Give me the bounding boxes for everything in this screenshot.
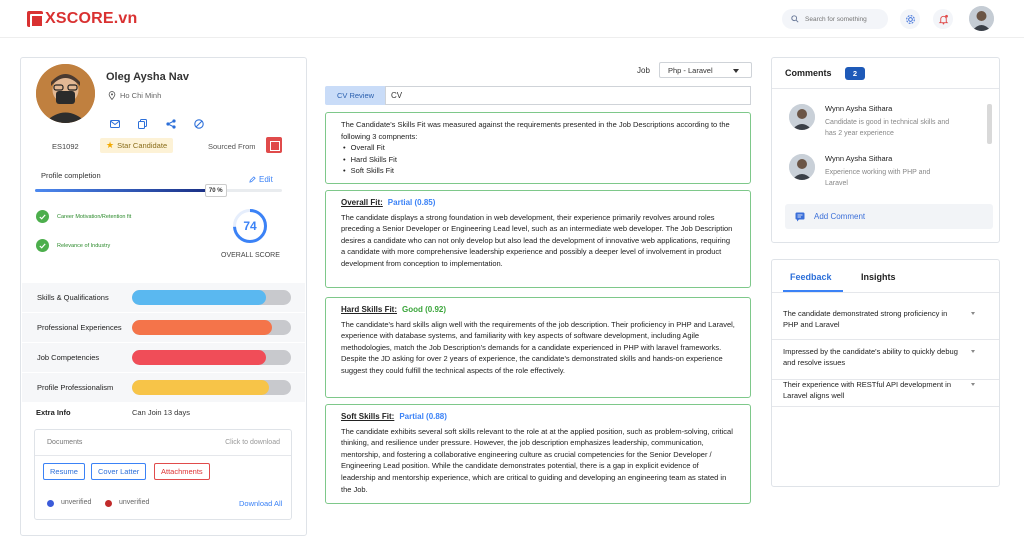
- location-pin-icon: [108, 91, 116, 100]
- gear-icon: [905, 14, 916, 25]
- logo-text: XSCORE.vn: [45, 10, 138, 27]
- check-item: [36, 239, 110, 252]
- feedback-item[interactable]: [772, 308, 999, 340]
- check-icon: [36, 210, 49, 223]
- overall-fit-card: [325, 190, 751, 288]
- feedback-panel: [771, 259, 1000, 487]
- profile-completion-tooltip: 70 %: [205, 184, 227, 197]
- section-rating: Partial (0.85): [387, 198, 436, 207]
- tab-insights[interactable]: Insights: [861, 272, 896, 282]
- job-select[interactable]: [659, 62, 752, 78]
- bell-icon: [938, 14, 949, 25]
- commenter-avatar: [789, 154, 815, 180]
- cv-review-tab[interactable]: CV Review: [325, 86, 386, 105]
- feedback-text: The candidate demonstrated strong proficiency in PHP and Laravel: [783, 309, 948, 329]
- status-label: unverified: [119, 499, 150, 506]
- component-list: [343, 142, 735, 177]
- user-avatar[interactable]: [969, 6, 994, 31]
- section-title: [341, 197, 735, 209]
- section-title-text: Overall Fit:: [341, 198, 383, 207]
- metric-bar: [132, 320, 291, 335]
- metric-bar: [132, 380, 291, 395]
- list-item: • Soft Skills Fit: [343, 165, 735, 177]
- comment-icon: [795, 212, 805, 222]
- candidate-panel: [20, 57, 307, 536]
- metric-bar-fill: [132, 380, 269, 395]
- metric-label: Profile Professionalism: [37, 383, 114, 392]
- comments-count-badge: 2: [845, 67, 865, 80]
- section-text: The candidate displays a strong foundation in web development, their experience primarily revolves around roles preceding a Senior Developer or Engineering Lead level, such as an intermediate web developer. The Job Description desires a candidate who can not only develop but also lead the development of innovative web applications, requiring a candidate with more comprehensive leadership experience and possibly a deeper level of involvement in product development from conception to implementation.: [341, 212, 733, 268]
- scrollbar-thumb[interactable]: [987, 104, 992, 144]
- chevron-down-icon: [971, 350, 975, 353]
- candidate-actions: [106, 115, 207, 132]
- review-intro-card: [325, 112, 751, 184]
- profile-completion-bar: [35, 189, 282, 192]
- candidate-id: ES1092: [52, 142, 79, 151]
- commenter-name: Wynn Aysha Sithara: [825, 154, 893, 163]
- check-item: [36, 210, 131, 223]
- metric-bar: [132, 350, 291, 365]
- status-dot-red: [105, 500, 112, 507]
- list-item: • Hard Skills Fit: [343, 154, 735, 166]
- hard-skills-card: [325, 297, 751, 398]
- comment-item: [789, 104, 984, 144]
- section-title: [341, 411, 735, 423]
- overall-score-label: OVERALL SCORE: [221, 252, 280, 259]
- commenter-avatar: [789, 104, 815, 130]
- pencil-icon: [249, 176, 256, 183]
- section-title-text: Hard Skills Fit:: [341, 305, 398, 314]
- section-title: [341, 304, 735, 316]
- comments-panel: [771, 57, 1000, 243]
- share-icon: [166, 119, 176, 129]
- check-label: Relevance of Industry: [57, 242, 111, 249]
- comment-item: [789, 154, 984, 194]
- location-text: Ho Chi Minh: [120, 91, 162, 100]
- logo[interactable]: [27, 10, 138, 28]
- section-text: The candidate's hard skills align well with the requirements of the job description. Their proficiency in PHP and Laravel, experience with database systems, and familiarity with key aspects of software development, including Agile methodologies, match the Job Description's demands for a candidate experienced in PHP with laravel frameworks. Despite the JD asking for over 2 years of experience, the candidate's demonstrated skills and hands-on experience suggest they could fulfill the technical aspects of the role effectively.: [341, 319, 735, 375]
- block-icon: [194, 119, 204, 129]
- check-label: Career Motivation/Retention fit: [57, 213, 132, 220]
- copy-icon: [138, 119, 147, 129]
- feedback-text: Impressed by the candidate's ability to quickly debug and resolve issues: [783, 347, 958, 367]
- candidate-location: [108, 91, 161, 100]
- metric-row: [22, 313, 305, 343]
- section-rating: Good (0.92): [402, 305, 447, 314]
- divider: [772, 292, 999, 293]
- section-title-text: Soft Skills Fit:: [341, 412, 395, 421]
- soft-skills-card: [325, 404, 751, 504]
- profile-completion-fill: [35, 189, 208, 192]
- commenter-name: Wynn Aysha Sithara: [825, 104, 893, 113]
- overall-score-ring: [232, 208, 268, 244]
- section-rating: Partial (0.88): [399, 412, 447, 421]
- comment-text: Candidate is good in technical skills and has 2 year experience: [825, 119, 950, 137]
- status-dot-blue: [47, 500, 54, 507]
- metric-bar: [132, 290, 291, 305]
- job-label: Job: [637, 66, 650, 75]
- sourced-from-label: Sourced From: [208, 142, 256, 151]
- documents-title: Documents: [47, 439, 83, 446]
- check-icon: [36, 239, 49, 252]
- resume-button[interactable]: Resume: [43, 463, 85, 480]
- tab-feedback[interactable]: Feedback: [790, 272, 832, 282]
- cv-field[interactable]: CV: [385, 86, 751, 105]
- attachments-button[interactable]: Attachments: [154, 463, 210, 480]
- badge-label: Star Candidate: [117, 141, 168, 150]
- chevron-down-icon: [971, 312, 975, 315]
- documents-box: [34, 429, 292, 520]
- divider: [35, 455, 291, 456]
- search-box[interactable]: [782, 9, 888, 29]
- settings-button[interactable]: [900, 9, 920, 29]
- status-label: unverified: [61, 499, 92, 506]
- job-select-value: Php - Laravel: [668, 65, 713, 75]
- feedback-item[interactable]: [772, 346, 999, 380]
- candidate-photo: [36, 64, 95, 123]
- download-all-link[interactable]: Download All: [239, 499, 283, 508]
- mail-icon: [110, 120, 120, 128]
- logo-icon: [27, 11, 43, 27]
- comments-title: Comments: [785, 68, 832, 78]
- metric-bar-fill: [132, 320, 272, 335]
- review-intro-text: The Candidate's Skills Fit was measured against the requirements presented in the Job Descriptions according to the following 3 compnents:: [341, 120, 730, 141]
- extra-info-value: Can Join 13 days: [132, 408, 190, 417]
- edit-button[interactable]: [249, 175, 273, 184]
- add-comment-button[interactable]: [785, 204, 993, 229]
- cover-letter-button[interactable]: Cover Latter: [91, 463, 146, 480]
- chevron-down-icon: [971, 383, 975, 386]
- candidate-name: Oleg Aysha Nav: [106, 71, 189, 83]
- metric-bar-fill: [132, 350, 266, 365]
- add-comment-label: Add Comment: [814, 212, 866, 221]
- block-button[interactable]: [190, 115, 207, 132]
- copy-button[interactable]: [134, 115, 151, 132]
- search-input[interactable]: [805, 16, 885, 23]
- list-item: • Overall Fit: [343, 142, 735, 154]
- divider: [772, 88, 999, 89]
- overall-score-value: 74: [243, 219, 257, 233]
- feedback-text: Their experience with RESTful API development in Laravel aligns well: [783, 380, 951, 400]
- metric-bar-fill: [132, 290, 266, 305]
- profile-completion-label: Profile completion: [41, 171, 101, 180]
- extra-info-label: Extra Info: [36, 408, 71, 417]
- metric-label: Skills & Qualifications: [37, 293, 109, 302]
- share-button[interactable]: [162, 115, 179, 132]
- metric-row: [22, 343, 305, 373]
- metric-row: [22, 283, 305, 313]
- source-logo-icon: [266, 137, 282, 153]
- metric-label: Professional Experiences: [37, 323, 122, 332]
- email-button[interactable]: [106, 115, 123, 132]
- feedback-item[interactable]: [772, 379, 999, 407]
- documents-hint: Click to download: [225, 439, 280, 446]
- top-header: [0, 0, 1024, 38]
- edit-label: Edit: [259, 175, 273, 184]
- section-text: The candidate exhibits several soft skills relevant to the role at at the applied position, such as problem-solving, critical thinking, and resilience under pressure. However, the job description emphasizes leadership, communication, mentorship, and fostering a collaborative engineering culture as crucial competencies for the Senior Developer / Engineering Lead position. While the candidate demonstrates potential, there is a gap in explicit evidence of leadership and mentorship experience, which are critical to guiding and developing an engineering team as stated in the Job.: [341, 426, 733, 494]
- metrics-list: [22, 283, 305, 403]
- star-icon: ★: [106, 140, 115, 150]
- metric-label: Job Competencies: [37, 353, 100, 362]
- metric-row: [22, 373, 305, 403]
- caret-down-icon: [733, 69, 739, 73]
- notifications-button[interactable]: [933, 9, 953, 29]
- comment-text: Experience working with PHP and Laravel: [825, 169, 931, 187]
- star-candidate-badge: [100, 138, 173, 153]
- search-icon: [791, 15, 799, 23]
